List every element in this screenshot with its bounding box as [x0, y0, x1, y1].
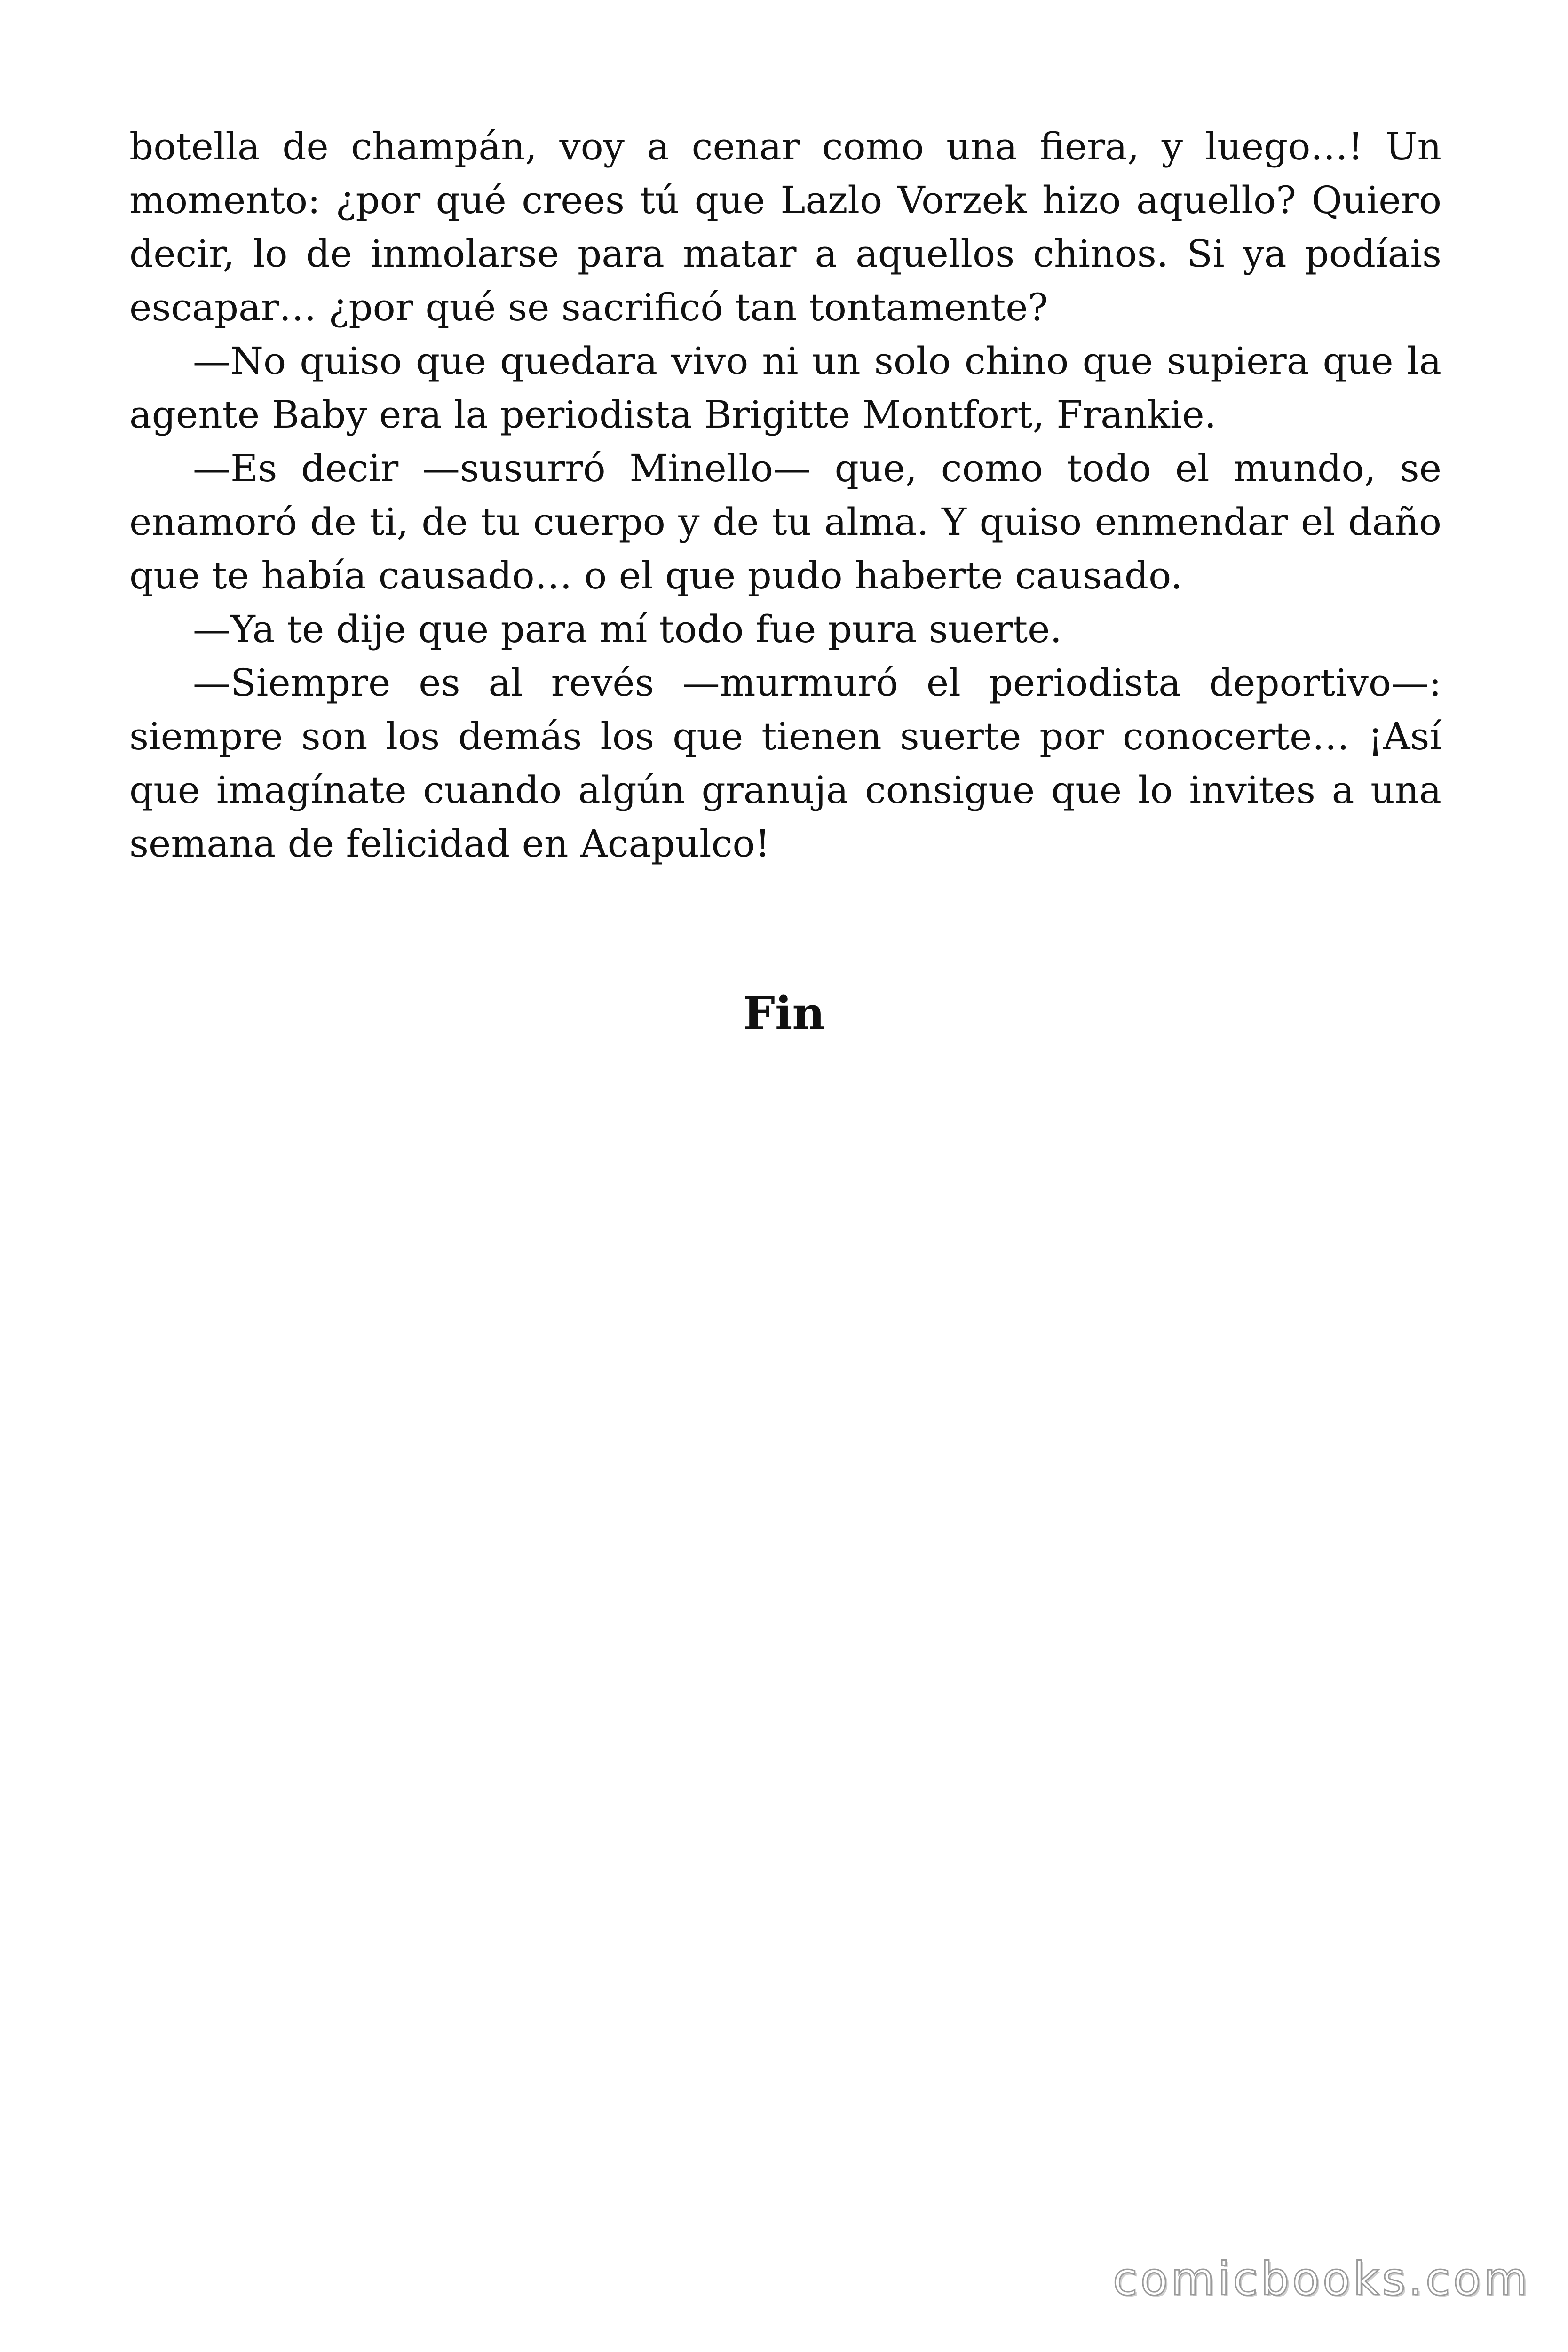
paragraph-2: —No quiso que quedara vivo ni un solo chino que supiera que la agente Baby era la periodista Brigitte Montfort, Frankie. — [129, 339, 1441, 437]
paragraph-4: —Ya te dije que para mí todo fue pura suerte. — [193, 607, 1062, 651]
paragraph-5: —Siempre es al revés —murmuró el periodista deportivo—: siempre son los demás los que tienen suerte por conocerte… ¡Así que imagínate cuando algún granuja consigue que lo invites a una semana de felicidad en Acapulco! — [129, 661, 1441, 866]
paragraph-1: botella de champán, voy a cenar como una fiera, y luego…! Un momento: ¿por qué crees tú que Lazlo Vorzek hizo aquello? Quiero decir, lo de inmolarse para matar a aquellos chinos. Si ya podíais escapar… ¿por qué se sacrificó tan tontamente? — [129, 125, 1441, 329]
paragraph-3: —Es decir —susurró Minello— que, como todo el mundo, se enamoró de ti, de tu cuerpo y de tu alma. Y quiso enmendar el daño que te había causado… o el que pudo haberte causado. — [129, 446, 1441, 597]
end-title: Fin — [743, 987, 825, 1040]
watermark: comicbooks.com — [1112, 2253, 1530, 2305]
body-text — [129, 120, 1441, 871]
